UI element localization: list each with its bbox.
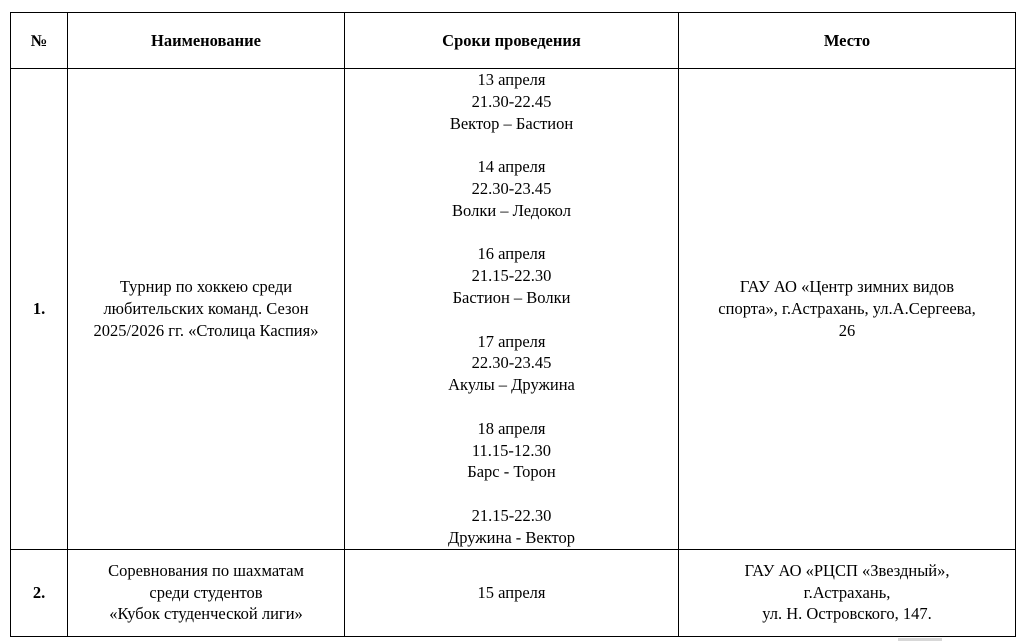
schedule-date: 14 апреля: [477, 157, 546, 177]
schedule-match: Барс - Торон: [467, 462, 556, 482]
table-header: [11, 13, 1016, 69]
schedule-time: 22.30-23.45: [471, 353, 552, 373]
events-table: [10, 12, 1016, 637]
header-number: №: [11, 13, 68, 69]
header-name: Наименование: [68, 13, 345, 69]
place-line: 26: [838, 320, 856, 340]
place-line: ул. Н. Островского, 147.: [762, 604, 932, 624]
place-line: спорта», г.Астрахань, ул.А.Сергеева,: [718, 298, 976, 318]
table-row: [11, 549, 1016, 636]
event-name: [68, 69, 345, 550]
schedule-time: 21.15-22.30: [471, 266, 552, 286]
schedule-date: 18 апреля: [477, 418, 546, 438]
place-line: ГАУ АО «Центр зимних видов: [739, 277, 955, 297]
header-place: Место: [679, 13, 1016, 69]
event-name-line: «Кубок студенческой лиги»: [109, 604, 303, 624]
header-dates: Сроки проведения: [345, 13, 679, 69]
schedule-match: Акулы – Дружина: [448, 375, 575, 395]
schedule-time: 11.15-12.30: [471, 440, 552, 460]
schedule-entry: [349, 505, 674, 549]
event-name-line: Соревнования по шахматам: [108, 560, 304, 580]
event-name-line: любительских команд. Сезон: [103, 298, 309, 318]
row-number: 2.: [11, 549, 68, 636]
event-name-line: среди студентов: [149, 582, 263, 602]
schedule-date: 13 апреля: [477, 70, 546, 89]
event-place: [679, 69, 1016, 550]
table-body: [11, 69, 1016, 637]
schedule-time: 21.15-22.30: [471, 505, 552, 525]
schedule-match: Волки – Ледокол: [452, 200, 571, 220]
schedule-date: 17 апреля: [477, 331, 546, 351]
schedule-match: Бастион – Волки: [452, 287, 571, 307]
schedule-entry: [349, 418, 674, 483]
place-line: ГАУ АО «РЦСП «Звездный»,: [744, 560, 950, 580]
schedule-entry: [349, 243, 674, 308]
event-name-line: Турнир по хоккею среди: [119, 277, 293, 297]
event-name: [68, 549, 345, 636]
schedule-time: 22.30-23.45: [471, 178, 552, 198]
event-name-line: 2025/2026 гг. «Столица Каспия»: [93, 320, 319, 340]
event-place: [679, 549, 1016, 636]
schedule-date: 16 апреля: [477, 244, 546, 264]
schedule-match: Вектор – Бастион: [449, 113, 574, 133]
schedule-entry: [349, 69, 674, 134]
schedule-match: Дружина - Вектор: [447, 527, 576, 547]
schedule-time: 21.30-22.45: [471, 91, 552, 111]
schedule-entry: [349, 331, 674, 396]
page-scroll-indicator: [898, 638, 942, 641]
row-number: 1.: [11, 69, 68, 550]
event-dates: 15 апреля: [345, 549, 679, 636]
place-line: г.Астрахань,: [803, 582, 891, 602]
header-row: [11, 13, 1016, 69]
table-row: [11, 69, 1016, 550]
event-schedule: [345, 69, 679, 550]
schedule-entry: [349, 156, 674, 221]
